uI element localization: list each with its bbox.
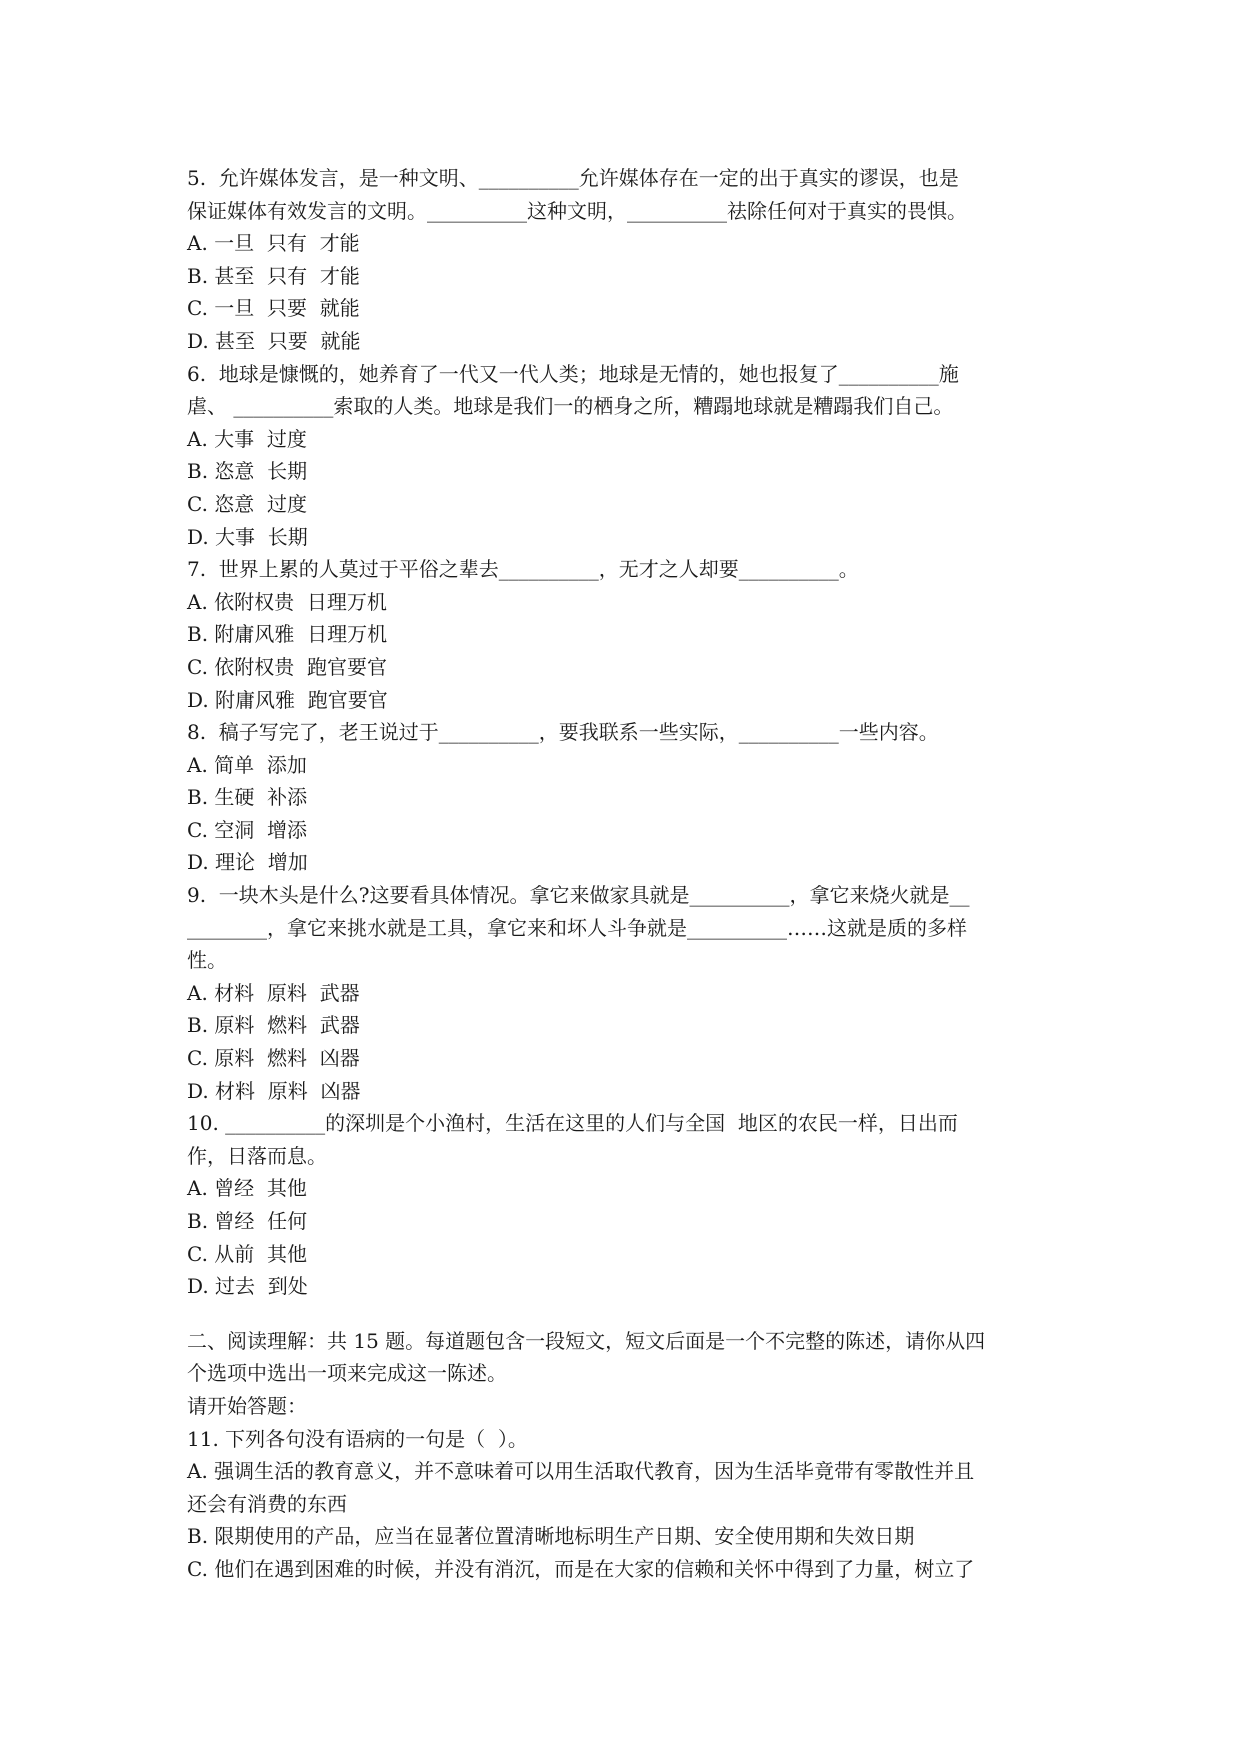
text-line: 8. 稿子写完了，老王说过于__________，要我联系一些实际，__________一些内容。 [187,720,939,745]
text-line: 11. 下列各句没有语病的一句是（ ）。 [187,1426,528,1451]
text-line: C. 原料 燃料 凶器 [187,1046,360,1071]
question-block-1 [187,162,1057,1303]
text-line: 作，日落而息。 [187,1143,327,1168]
text-line: 个选项中选出一项来完成这一陈述。 [187,1361,507,1386]
text-line: B. 恣意 长期 [187,459,308,484]
text-line: 7. 世界上累的人莫过于平俗之辈去__________，无才之人却要__________。 [187,557,859,582]
text-line: A. 大事 过度 [187,426,307,451]
document-page [187,162,1057,1586]
text-line: B. 曾经 任何 [187,1209,308,1233]
text-line: D. 过去 到处 [187,1274,308,1299]
text-line: D. 材料 原料 凶器 [187,1078,361,1103]
text-line: B. 附庸风雅 日理万机 [187,622,388,647]
text-line: 保证媒体有效发言的文明。__________这种文明，__________祛除任何对于真实的畏惧。 [187,198,967,223]
text-line: 请开始答题： [187,1393,307,1418]
text-line: 二、阅读理解：共 15 题。每道题包含一段短文，短文后面是一个不完整的陈述，请你从四 [187,1328,986,1353]
text-line: B. 甚至 只有 才能 [187,263,360,288]
text-line: C. 依附权贵 跑官要官 [187,654,388,679]
text-line: 10. __________的深圳是个小渔村，生活在这里的人们与全国 地区的农民一样，日出而 [187,1111,958,1136]
text-line: ________，拿它来挑水就是工具，拿它来和坏人斗争就是__________……这就是质的多样 [187,915,967,940]
text-line: D. 附庸风雅 跑官要官 [187,687,388,712]
text-line: A. 材料 原料 武器 [187,980,360,1005]
text-line: B. 限期使用的产品，应当在显著位置清晰地标明生产日期、安全使用期和失效日期 [187,1524,915,1549]
text-line: B. 生硬 补添 [187,785,308,810]
text-line: 6. 地球是慷慨的，她养育了一代又一代人类；地球是无情的，她也报复了__________施 [187,361,959,386]
text-line: A. 一旦 只有 才能 [187,231,360,256]
section-gap [187,1303,1057,1325]
text-line: A. 曾经 其他 [187,1176,307,1201]
text-line: A. 依附权贵 日理万机 [187,589,387,614]
text-line: 虐、 __________索取的人类。地球是我们一的栖身之所，糟蹋地球就是糟蹋我们自己。 [187,394,954,419]
text-line: C. 从前 其他 [187,1241,308,1266]
text-line: D. 理论 增加 [187,850,308,875]
text-line: C. 一旦 只要 就能 [187,296,360,321]
text-line: C. 恣意 过度 [187,491,308,516]
text-line: B. 原料 燃料 武器 [187,1013,360,1038]
text-line: C. 空洞 增添 [187,817,308,842]
section-2-block [187,1325,1057,1586]
text-line: 9. 一块木头是什么?这要看具体情况。拿它来做家具就是__________，拿它来烧火就是__ [187,883,970,908]
text-line: 性。 [187,948,227,973]
text-line: A. 强调生活的教育意义，并不意味着可以用生活取代教育，因为生活毕竟带有零散性并且 [187,1459,975,1484]
text-line: C. 他们在遇到困难的时候，并没有消沉，而是在大家的信赖和关怀中得到了力量，树立了 [187,1556,975,1581]
text-line: D. 甚至 只要 就能 [187,328,361,353]
text-line: D. 大事 长期 [187,524,308,549]
text-line: 5. 允许媒体发言，是一种文明、__________允许媒体存在一定的出于真实的谬误，也是 [187,166,959,190]
text-line: 还会有消费的东西 [187,1491,347,1516]
text-line: A. 简单 添加 [187,752,307,777]
